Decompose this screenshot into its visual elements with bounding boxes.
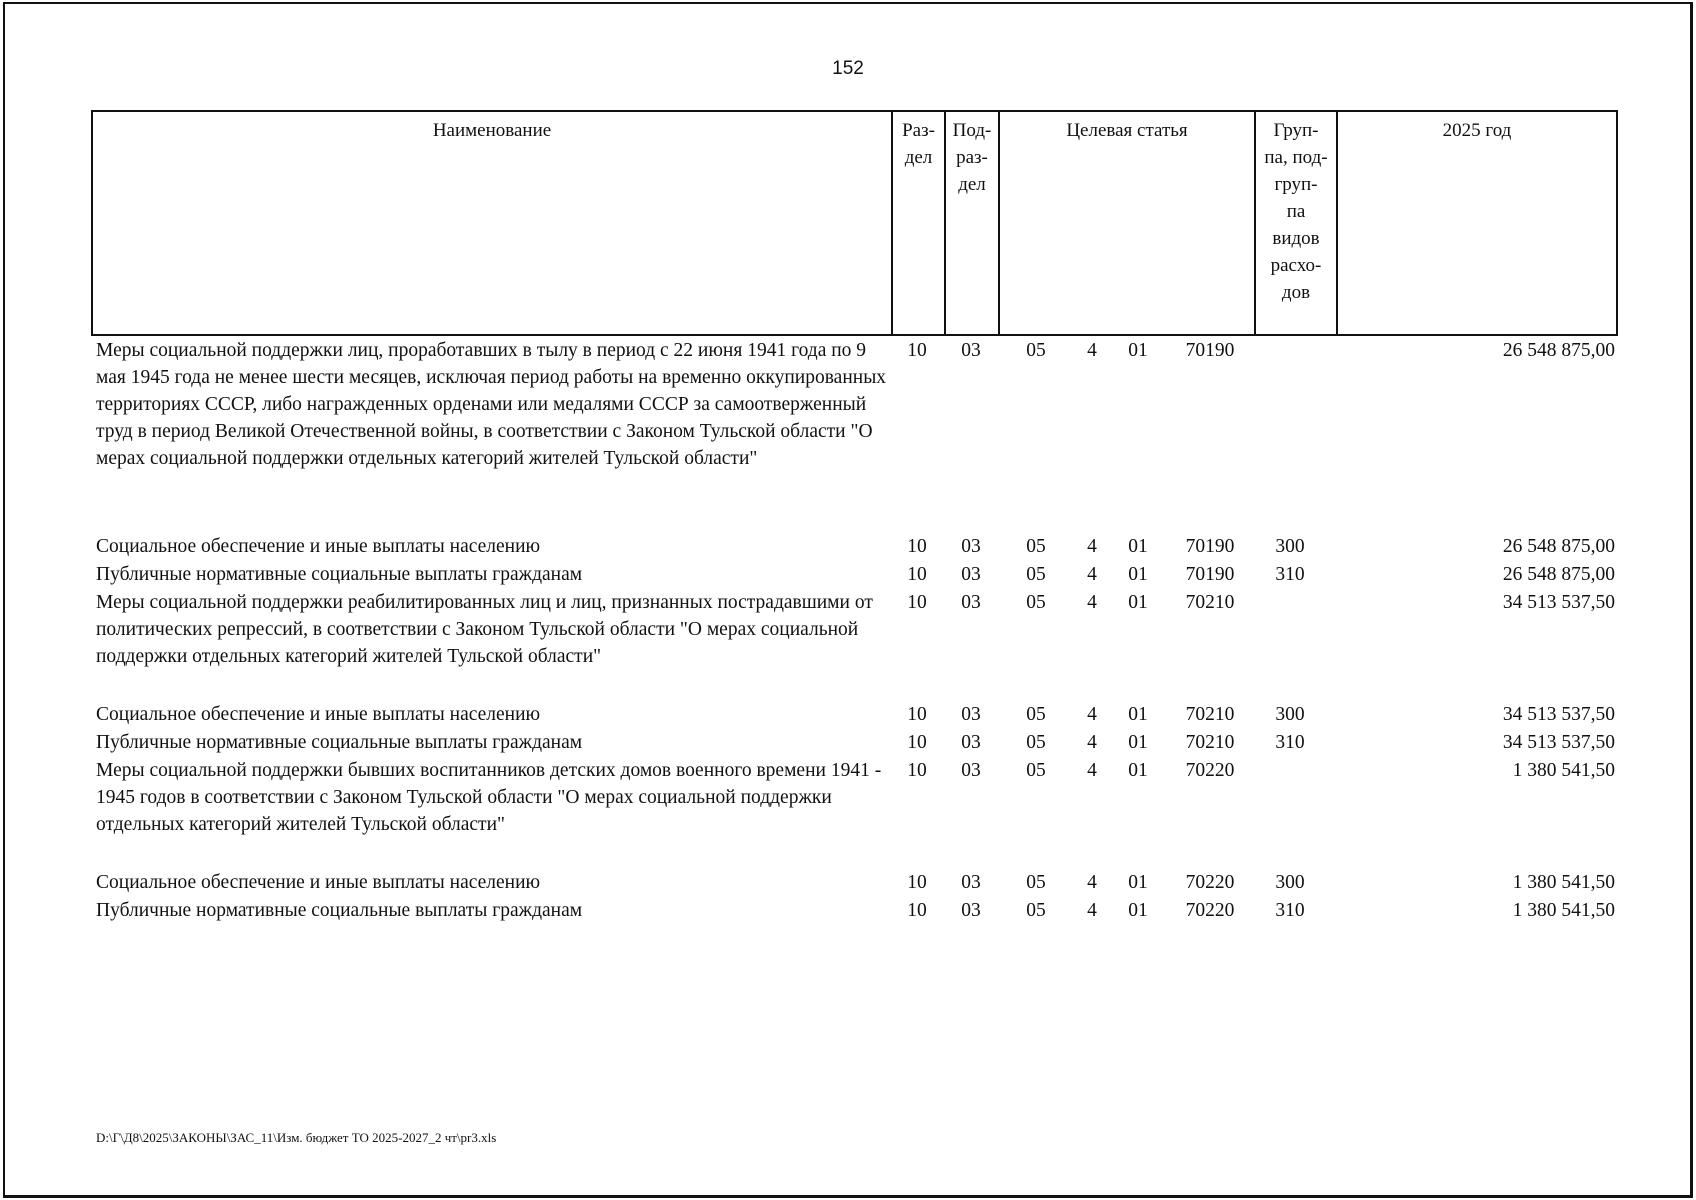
row-razdel: 10 <box>907 900 927 921</box>
row-target-program: 05 <box>1026 732 1046 753</box>
row-target-subprogram: 01 <box>1128 536 1148 557</box>
row-target-type: 4 <box>1087 732 1097 753</box>
row-target-program: 05 <box>1026 760 1046 781</box>
row-podrazdel: 03 <box>961 732 981 753</box>
row-podrazdel: 03 <box>961 900 981 921</box>
row-target-subprogram: 01 <box>1128 592 1148 613</box>
row-target-type: 4 <box>1087 704 1097 725</box>
row-name: Социальное обеспечение и иные выплаты населению <box>96 536 541 557</box>
header-razdel: Раз- дел <box>893 112 946 334</box>
row-name: Меры социальной поддержки бывших воспитанников детских домов военного времени 1941 - 1945 годов в соответствии с Законом Тульской области "О мерах социальной поддержки отдельных категорий жителей Тульской области" <box>96 760 882 835</box>
row-target-subprogram: 01 <box>1128 760 1148 781</box>
row-podrazdel: 03 <box>961 704 981 725</box>
row-target-subprogram: 01 <box>1128 732 1148 753</box>
header-target-article: Целевая статья <box>1000 112 1256 334</box>
row-target-direction: 70220 <box>1185 760 1235 781</box>
row-podrazdel: 03 <box>961 760 981 781</box>
row-target-type: 4 <box>1087 760 1097 781</box>
row-name: Публичные нормативные социальные выплаты гражданам <box>96 900 583 921</box>
row-podrazdel: 03 <box>961 340 981 361</box>
row-expense-group: 310 <box>1275 564 1305 585</box>
row-name: Меры социальной поддержки реабилитированных лиц и лиц, признанных пострадавшими от политических репрессий, в соответствии с Законом Тульской области "О мерах социальной поддержки отдельных категорий жителей Тульской области" <box>96 592 873 667</box>
row-target-direction: 70210 <box>1185 704 1235 725</box>
row-target-direction: 70190 <box>1185 564 1235 585</box>
row-target-program: 05 <box>1026 340 1046 361</box>
row-razdel: 10 <box>907 704 927 725</box>
row-target-direction: 70220 <box>1185 900 1235 921</box>
row-target-program: 05 <box>1026 704 1046 725</box>
row-target-direction: 70220 <box>1185 872 1235 893</box>
table-header <box>91 110 1618 336</box>
row-razdel: 10 <box>907 732 927 753</box>
row-amount: 26 548 875,00 <box>1502 340 1615 361</box>
row-target-direction: 70190 <box>1185 340 1235 361</box>
row-expense-group: 300 <box>1275 872 1305 893</box>
row-podrazdel: 03 <box>961 564 981 585</box>
row-razdel: 10 <box>907 564 927 585</box>
row-target-program: 05 <box>1026 564 1046 585</box>
row-target-type: 4 <box>1087 340 1097 361</box>
row-amount: 34 513 537,50 <box>1502 732 1615 753</box>
row-expense-group: 300 <box>1275 704 1305 725</box>
row-name: Меры социальной поддержки лиц, проработавших в тылу в период с 22 июня 1941 года по 9 мая 1945 года не менее шести месяцев, исключая период работы на временно оккупированных территориях СССР, либо награжденных орденами или медалями СССР за самоотверженный труд в период Великой Отечественной войны, в соответствии с Законом Тульской области "О мерах социальной поддержки отдельных категорий жителей Тульской области" <box>96 340 887 469</box>
header-podrazdel: Под- раз- дел <box>946 112 1000 334</box>
row-expense-group: 310 <box>1275 732 1305 753</box>
row-amount: 34 513 537,50 <box>1502 592 1615 613</box>
row-target-subprogram: 01 <box>1128 900 1148 921</box>
row-amount: 26 548 875,00 <box>1502 536 1615 557</box>
row-target-subprogram: 01 <box>1128 704 1148 725</box>
row-target-subprogram: 01 <box>1128 564 1148 585</box>
row-amount: 1 380 541,50 <box>1512 900 1615 921</box>
row-target-type: 4 <box>1087 900 1097 921</box>
row-razdel: 10 <box>907 340 927 361</box>
row-podrazdel: 03 <box>961 872 981 893</box>
row-amount: 26 548 875,00 <box>1502 564 1615 585</box>
row-target-subprogram: 01 <box>1128 340 1148 361</box>
row-razdel: 10 <box>907 536 927 557</box>
row-name: Социальное обеспечение и иные выплаты населению <box>96 704 541 725</box>
header-name: Наименование <box>93 112 893 334</box>
row-amount: 34 513 537,50 <box>1502 704 1615 725</box>
row-target-type: 4 <box>1087 592 1097 613</box>
header-expense-group: Груп- па, под- груп- па видов расхо- дов <box>1256 112 1338 334</box>
row-target-direction: 70210 <box>1185 592 1235 613</box>
row-razdel: 10 <box>907 592 927 613</box>
row-name: Социальное обеспечение и иные выплаты населению <box>96 872 541 893</box>
row-expense-group: 310 <box>1275 900 1305 921</box>
row-name: Публичные нормативные социальные выплаты гражданам <box>96 732 583 753</box>
row-expense-group: 300 <box>1275 536 1305 557</box>
row-target-direction: 70210 <box>1185 732 1235 753</box>
row-amount: 1 380 541,50 <box>1512 760 1615 781</box>
row-target-program: 05 <box>1026 900 1046 921</box>
row-target-program: 05 <box>1026 536 1046 557</box>
row-name: Публичные нормативные социальные выплаты гражданам <box>96 564 583 585</box>
row-razdel: 10 <box>907 760 927 781</box>
header-year-2025: 2025 год <box>1442 120 1512 141</box>
row-target-type: 4 <box>1087 536 1097 557</box>
row-target-program: 05 <box>1026 592 1046 613</box>
row-target-type: 4 <box>1087 564 1097 585</box>
row-razdel: 10 <box>907 872 927 893</box>
row-target-subprogram: 01 <box>1128 872 1148 893</box>
row-podrazdel: 03 <box>961 536 981 557</box>
row-amount: 1 380 541,50 <box>1512 872 1615 893</box>
row-target-program: 05 <box>1026 872 1046 893</box>
row-podrazdel: 03 <box>961 592 981 613</box>
file-path-footer: D:\Г\Д8\2025\ЗАКОНЫ\ЗАС_11\Изм. бюджет ТО 2025-2027_2 чт\pr3.xls <box>96 1130 497 1145</box>
row-target-direction: 70190 <box>1185 536 1235 557</box>
page-number: 152 <box>832 58 864 79</box>
row-target-type: 4 <box>1087 872 1097 893</box>
